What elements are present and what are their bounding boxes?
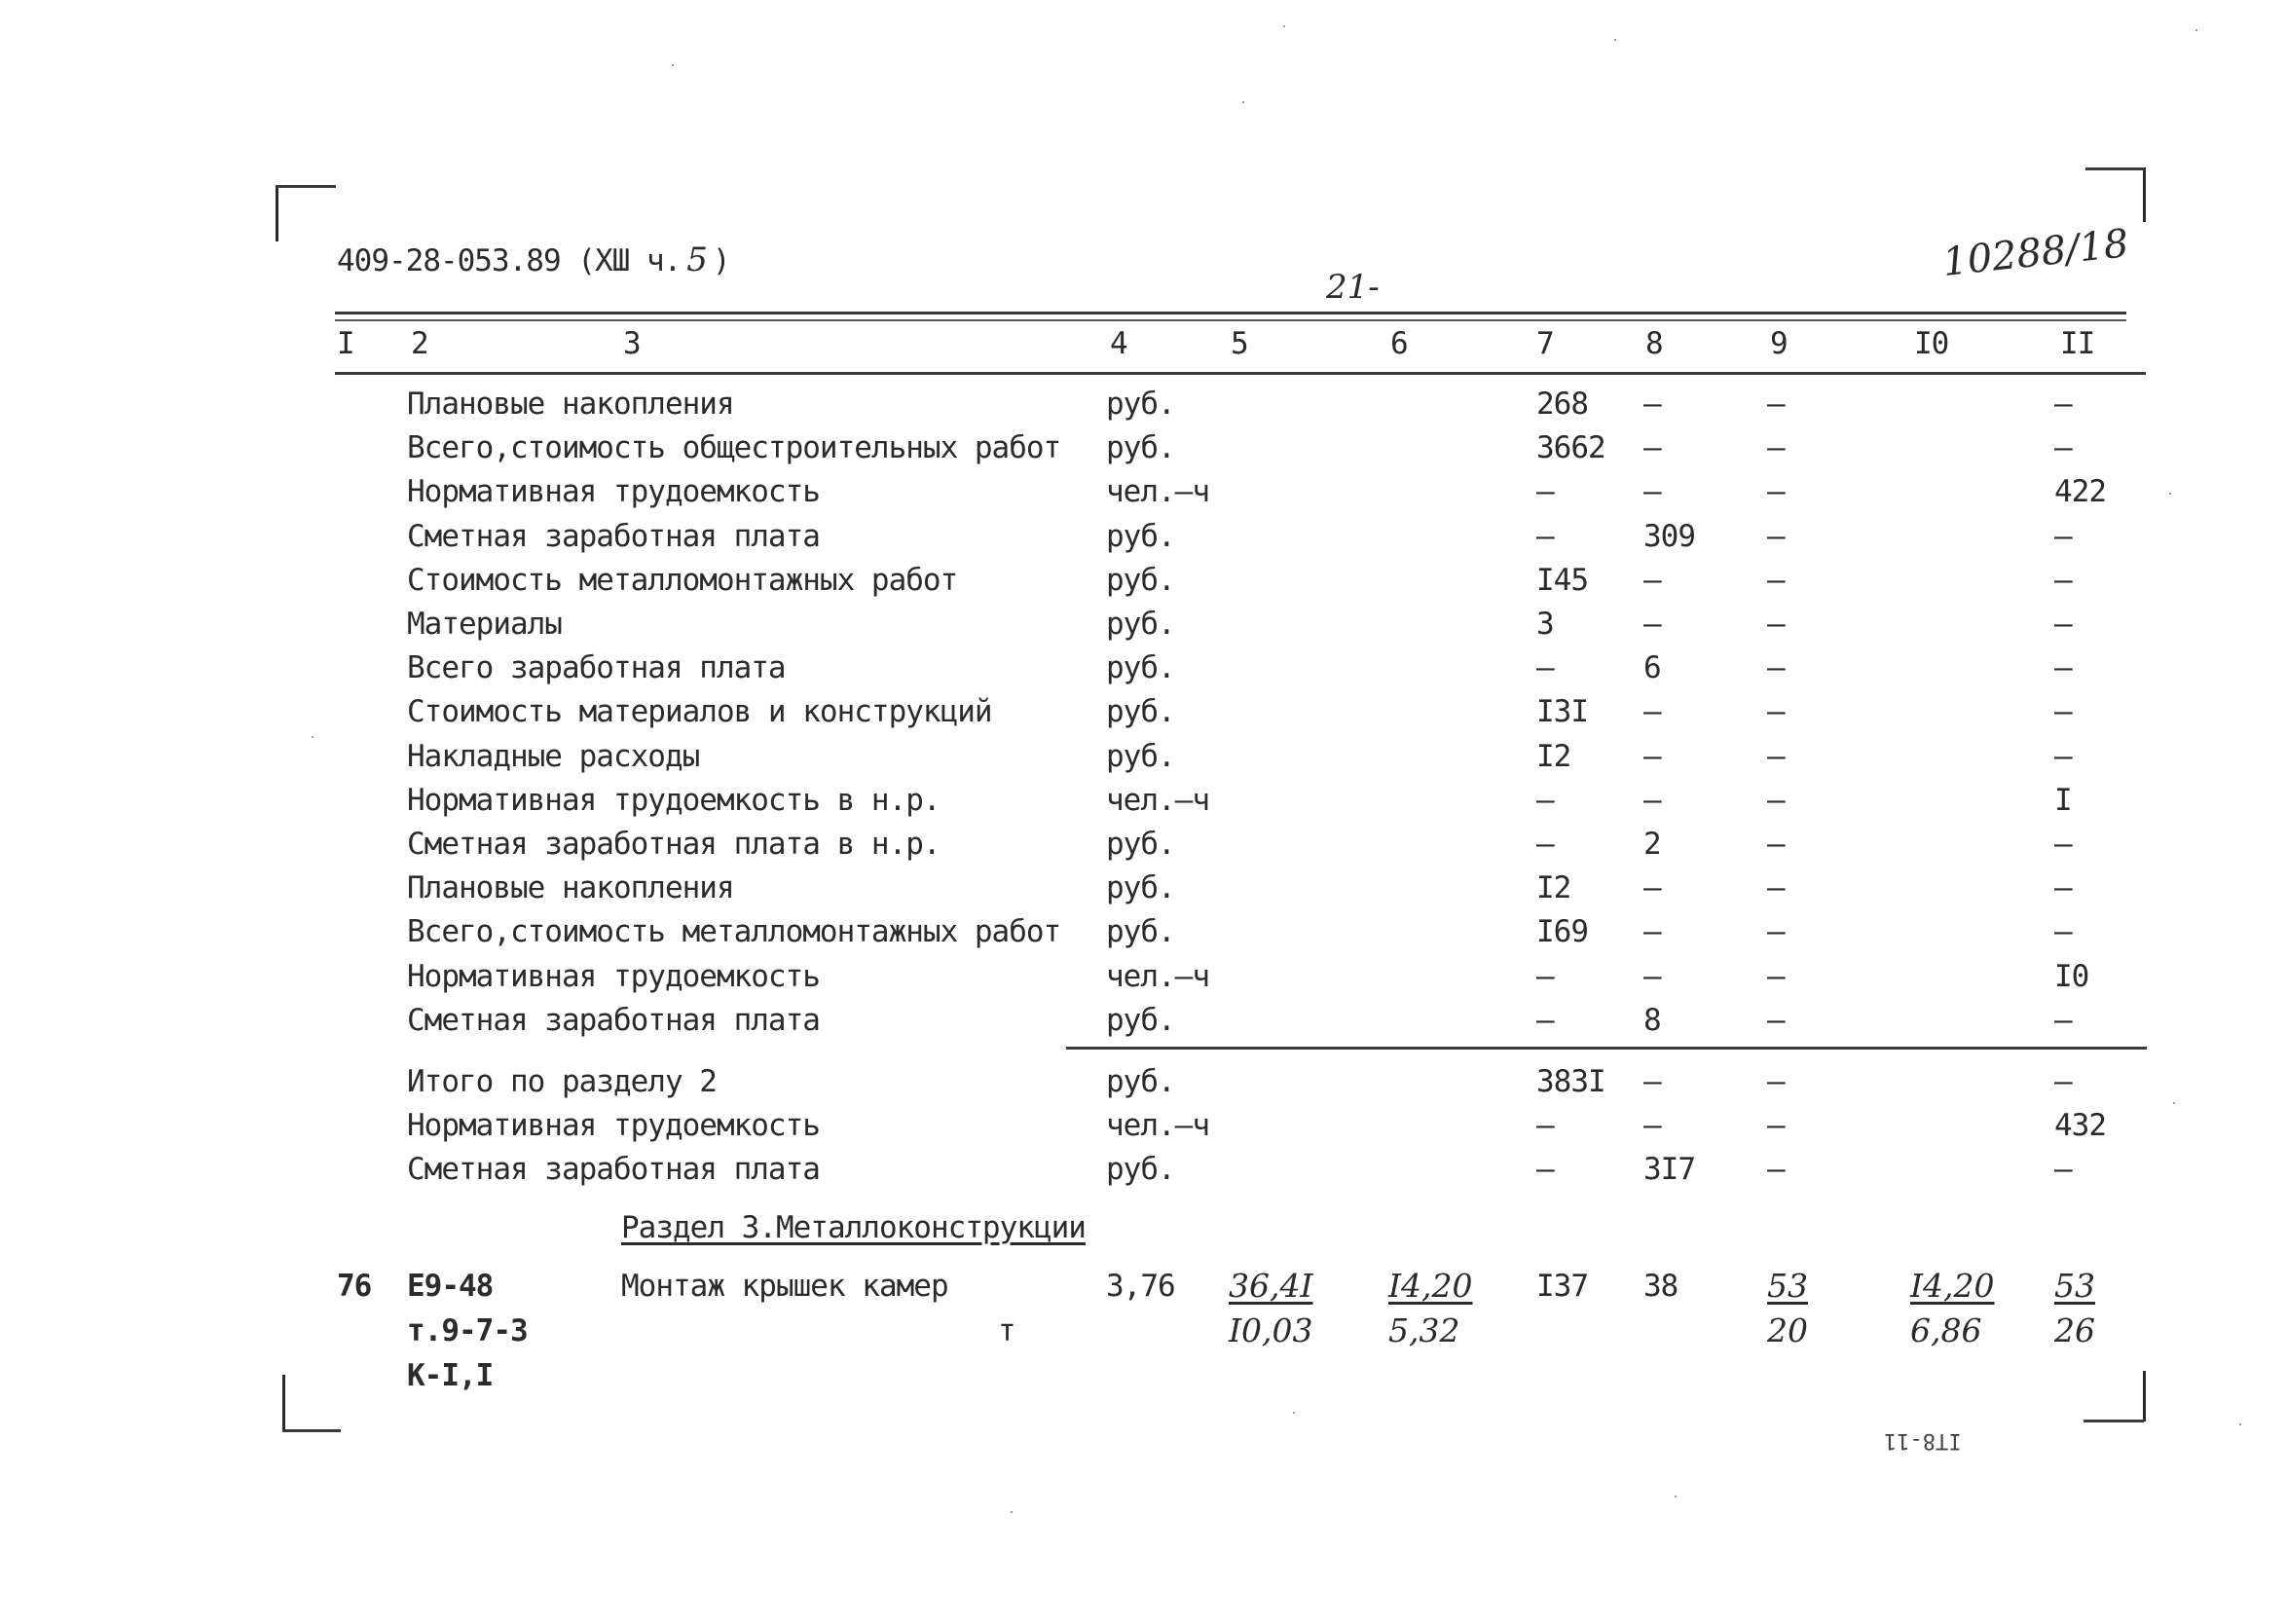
row-col8: – xyxy=(1643,739,1661,774)
column-header-2: 2 xyxy=(411,326,428,361)
scan-speck xyxy=(1283,25,1285,27)
row-name: Плановые накопления xyxy=(407,387,734,422)
totals-col11: – xyxy=(2054,1064,2072,1099)
row-name: Сметная заработная плата xyxy=(407,1003,820,1038)
corner-mark-top-right-h xyxy=(2085,167,2144,170)
row-col11: – xyxy=(2054,563,2072,598)
item-c6-top: I4,20 xyxy=(1388,1267,1473,1305)
row-col9: – xyxy=(1767,914,1785,949)
section-title: Раздел 3.Металлоконструкции xyxy=(621,1210,1086,1245)
totals-name: Нормативная трудоемкость xyxy=(407,1108,820,1143)
part-number: 5 xyxy=(686,240,707,279)
scan-speck xyxy=(672,64,674,66)
row-name: Плановые накопления xyxy=(407,870,734,905)
row-col7: – xyxy=(1536,959,1554,994)
corner-mark-bottom-left-h xyxy=(282,1429,341,1432)
row-unit: руб. xyxy=(1106,739,1175,774)
row-name: Нормативная трудоемкость в н.р. xyxy=(407,783,941,818)
row-name: Сметная заработная плата в н.р. xyxy=(407,827,941,862)
item-c11-top: 53 xyxy=(2054,1267,2095,1305)
totals-name: Итого по разделу 2 xyxy=(407,1064,717,1099)
scan-speck xyxy=(1293,1412,1295,1414)
column-header-8: 8 xyxy=(1645,326,1663,361)
row-col9: – xyxy=(1767,739,1785,774)
column-header-1: I xyxy=(337,326,354,361)
row-col9: – xyxy=(1767,650,1785,685)
row-col8: 8 xyxy=(1643,1003,1661,1038)
document-code-text: 409-28-053.89 (ХШ ч. xyxy=(337,243,682,278)
row-col8: 309 xyxy=(1643,519,1695,554)
totals-col8: – xyxy=(1643,1064,1661,1099)
row-col7: I45 xyxy=(1536,563,1588,598)
scan-speck xyxy=(312,736,314,738)
table-top-rule-2 xyxy=(335,319,2126,321)
row-col7: I69 xyxy=(1536,914,1588,949)
item-c7: I37 xyxy=(1536,1269,1588,1304)
column-header-7: 7 xyxy=(1536,326,1554,361)
row-col11: – xyxy=(2054,387,2072,422)
item-c9-bot: 20 xyxy=(1767,1311,1808,1349)
table-header-bottom-rule xyxy=(335,372,2146,375)
row-col8: 2 xyxy=(1643,827,1661,862)
footer-mark: IT8-11 xyxy=(1884,1428,1962,1453)
totals-unit: руб. xyxy=(1106,1064,1175,1099)
row-col9: – xyxy=(1767,1003,1785,1038)
row-col7: 268 xyxy=(1536,387,1588,422)
row-col7: – xyxy=(1536,827,1554,862)
row-col11: – xyxy=(2054,694,2072,729)
row-col8: 6 xyxy=(1643,650,1661,685)
totals-col9: – xyxy=(1767,1152,1785,1187)
column-header-4: 4 xyxy=(1110,326,1127,361)
scan-speck xyxy=(2239,1423,2241,1425)
document-code xyxy=(337,240,730,279)
row-unit: руб. xyxy=(1106,519,1175,554)
row-col8: – xyxy=(1643,607,1661,642)
row-col8: – xyxy=(1643,870,1661,905)
item-c8: 38 xyxy=(1643,1269,1678,1304)
row-col11: – xyxy=(2054,1003,2072,1038)
item-c9-top: 53 xyxy=(1767,1267,1808,1305)
row-col11: – xyxy=(2054,914,2072,949)
row-name: Стоимость материалов и конструкций xyxy=(407,694,992,729)
row-col9: – xyxy=(1767,783,1785,818)
corner-mark-bottom-right-h xyxy=(2084,1420,2144,1422)
row-unit: чел.–ч xyxy=(1106,783,1209,818)
row-name: Накладные расходы xyxy=(407,739,700,774)
item-c6-bot: 5,32 xyxy=(1388,1311,1460,1349)
row-unit: чел.–ч xyxy=(1106,474,1209,509)
scan-speck xyxy=(1242,101,1244,103)
row-name: Нормативная трудоемкость xyxy=(407,959,820,994)
row-col8: – xyxy=(1643,387,1661,422)
item-c11-bot: 26 xyxy=(2054,1311,2095,1349)
corner-mark-top-left xyxy=(276,185,278,241)
row-col9: – xyxy=(1767,519,1785,554)
row-col9: – xyxy=(1767,387,1785,422)
item-number: 76 xyxy=(337,1269,372,1304)
row-col9: – xyxy=(1767,827,1785,862)
row-col9: – xyxy=(1767,870,1785,905)
item-c5-top: 36,4I xyxy=(1229,1267,1313,1305)
totals-col8: – xyxy=(1643,1108,1661,1143)
row-col8: – xyxy=(1643,959,1661,994)
row-col11: – xyxy=(2054,870,2072,905)
column-header-11: II xyxy=(2060,326,2095,361)
item-unit: т xyxy=(998,1313,1015,1348)
item-ref: т.9-7-3 xyxy=(407,1313,528,1348)
scan-speck xyxy=(2195,29,2197,31)
row-col7: 3 xyxy=(1536,607,1554,642)
corner-mark-bottom-right xyxy=(2143,1371,2146,1421)
page-number: 21- xyxy=(1326,268,1380,307)
scan-speck xyxy=(2173,1102,2175,1104)
row-col8: – xyxy=(1643,914,1661,949)
item-coef: К-I,I xyxy=(407,1358,494,1393)
row-col7: – xyxy=(1536,519,1554,554)
row-col9: – xyxy=(1767,563,1785,598)
totals-col9: – xyxy=(1767,1064,1785,1099)
item-c5-bot: I0,03 xyxy=(1229,1311,1313,1349)
row-col11: I xyxy=(2054,783,2072,818)
corner-mark-top-right xyxy=(2143,167,2146,222)
row-unit: руб. xyxy=(1106,430,1175,465)
row-col11: – xyxy=(2054,607,2072,642)
row-col9: – xyxy=(1767,959,1785,994)
row-col11: – xyxy=(2054,650,2072,685)
item-c10-bot: 6,86 xyxy=(1910,1311,1982,1349)
row-col9: – xyxy=(1767,474,1785,509)
totals-col11: 432 xyxy=(2054,1108,2106,1143)
row-name: Сметная заработная плата xyxy=(407,519,820,554)
column-header-6: 6 xyxy=(1390,326,1408,361)
row-unit: руб. xyxy=(1106,607,1175,642)
item-qty: 3,76 xyxy=(1106,1269,1175,1304)
row-name: Нормативная трудоемкость xyxy=(407,474,820,509)
row-col8: – xyxy=(1643,430,1661,465)
row-col7: – xyxy=(1536,474,1554,509)
row-col11: – xyxy=(2054,430,2072,465)
row-col9: – xyxy=(1767,430,1785,465)
item-name: Монтаж крышек камер xyxy=(621,1269,948,1304)
totals-col11: – xyxy=(2054,1152,2072,1187)
column-header-9: 9 xyxy=(1770,326,1788,361)
row-col8: – xyxy=(1643,563,1661,598)
item-c10-top: I4,20 xyxy=(1910,1267,1995,1305)
row-col8: – xyxy=(1643,474,1661,509)
row-unit: руб. xyxy=(1106,827,1175,862)
row-col7: – xyxy=(1536,650,1554,685)
row-col9: – xyxy=(1767,607,1785,642)
scan-speck xyxy=(1011,1511,1013,1513)
column-header-5: 5 xyxy=(1231,326,1248,361)
row-col8: – xyxy=(1643,783,1661,818)
totals-col7: 383I xyxy=(1536,1064,1605,1099)
row-col7: I3I xyxy=(1536,694,1588,729)
row-unit: руб. xyxy=(1106,563,1175,598)
archive-number: 10288/18 xyxy=(1940,221,2131,285)
row-col7: – xyxy=(1536,1003,1554,1038)
totals-col7: – xyxy=(1536,1152,1554,1187)
totals-col7: – xyxy=(1536,1108,1554,1143)
row-col7: – xyxy=(1536,783,1554,818)
row-col7: I2 xyxy=(1536,739,1571,774)
row-col8: – xyxy=(1643,694,1661,729)
row-name: Всего,стоимость общестроительных работ xyxy=(407,430,1061,465)
row-unit: руб. xyxy=(1106,870,1175,905)
row-name: Всего заработная плата xyxy=(407,650,786,685)
scan-speck xyxy=(2169,493,2171,495)
row-name: Стоимость металломонтажных работ xyxy=(407,563,958,598)
totals-divider xyxy=(1066,1047,2147,1050)
row-name: Всего,стоимость металломонтажных работ xyxy=(407,914,1061,949)
row-unit: руб. xyxy=(1106,387,1175,422)
table-top-rule xyxy=(335,312,2126,314)
corner-mark-top-left-h xyxy=(276,185,336,188)
row-col11: 422 xyxy=(2054,474,2106,509)
row-col7: 3662 xyxy=(1536,430,1605,465)
row-col9: – xyxy=(1767,694,1785,729)
row-col11: – xyxy=(2054,519,2072,554)
scan-speck xyxy=(1675,1495,1677,1497)
row-col11: – xyxy=(2054,739,2072,774)
row-col11: I0 xyxy=(2054,959,2089,994)
row-unit: руб. xyxy=(1106,914,1175,949)
corner-mark-bottom-left xyxy=(282,1375,285,1431)
item-code: E9-48 xyxy=(407,1269,494,1304)
totals-name: Сметная заработная плата xyxy=(407,1152,820,1187)
scan-speck xyxy=(1614,39,1616,41)
row-unit: руб. xyxy=(1106,1003,1175,1038)
row-col11: – xyxy=(2054,827,2072,862)
row-unit: руб. xyxy=(1106,694,1175,729)
row-col7: I2 xyxy=(1536,870,1571,905)
totals-unit: руб. xyxy=(1106,1152,1175,1187)
document-code-close: ) xyxy=(712,243,730,278)
column-header-3: 3 xyxy=(623,326,641,361)
row-unit: чел.–ч xyxy=(1106,959,1209,994)
totals-col8: 3I7 xyxy=(1643,1152,1695,1187)
totals-unit: чел.–ч xyxy=(1106,1108,1209,1143)
column-header-10: I0 xyxy=(1914,326,1949,361)
totals-col9: – xyxy=(1767,1108,1785,1143)
row-name: Материалы xyxy=(407,607,562,642)
row-unit: руб. xyxy=(1106,650,1175,685)
